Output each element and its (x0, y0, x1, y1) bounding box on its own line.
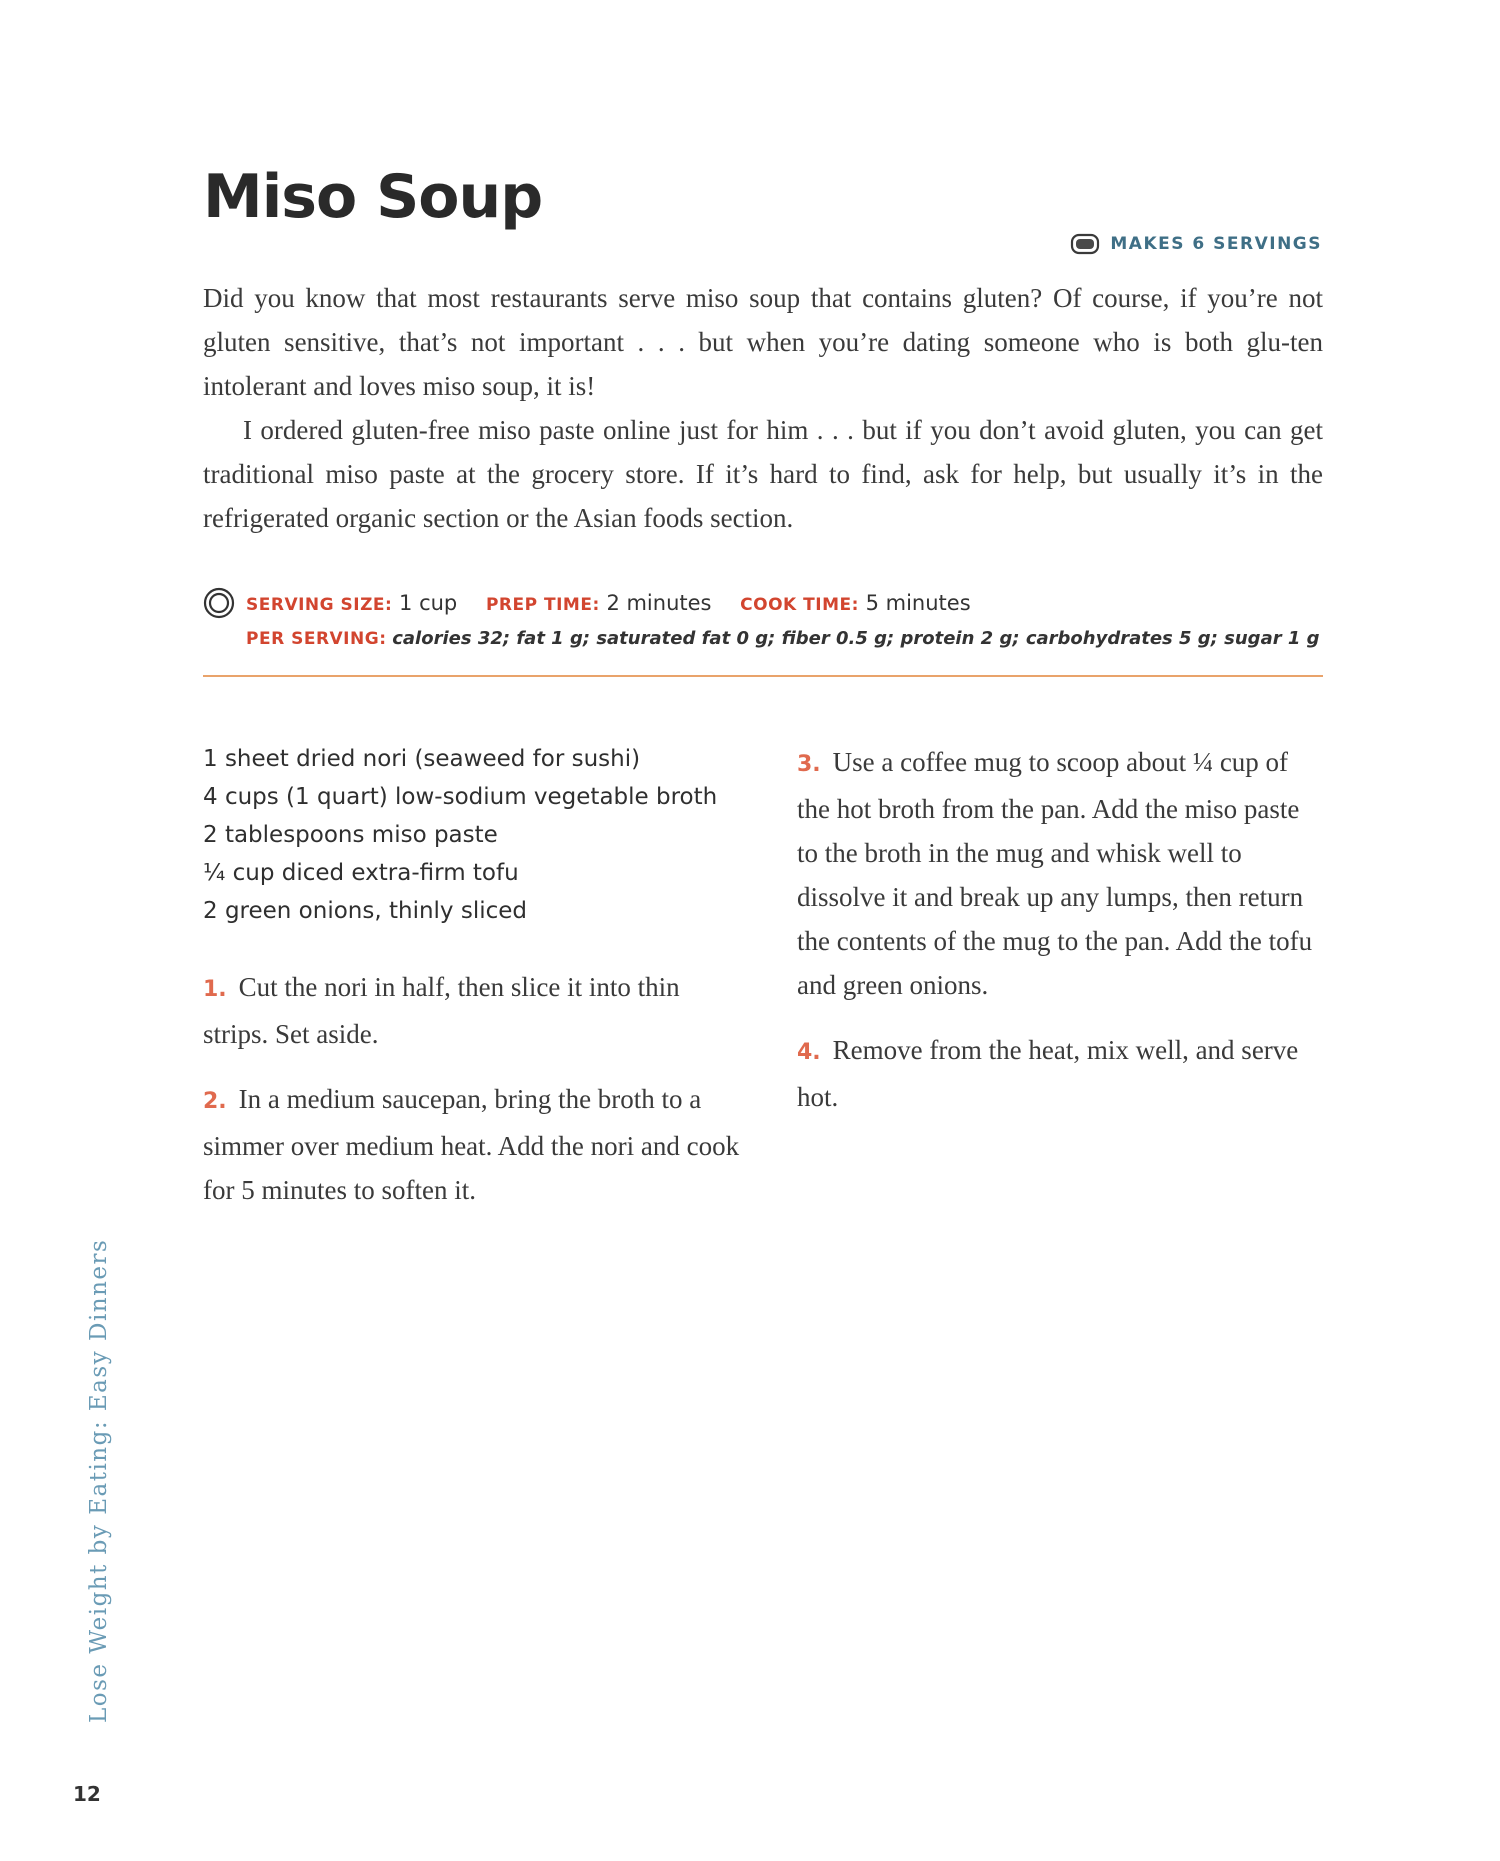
dish-icon (1070, 232, 1100, 256)
ingredient-item: 2 tablespoons miso paste (203, 822, 498, 848)
steps-column-left (203, 965, 743, 1233)
ingredient-item: 2 green onions, thinly sliced (203, 898, 528, 924)
cook-time-value: 5 minutes (865, 591, 971, 615)
step-text: Use a coffee mug to scoop about ¼ cup of the hot broth from the pan. Add the miso paste to the broth in the mug and whisk well to dissolve it and break up any lumps, then return the contents of the mug to the pan. Add the tofu and green onions. (797, 747, 1313, 1000)
ingredients-list (203, 740, 743, 930)
ingredient-item: ¼ cup diced extra-firm tofu (203, 860, 519, 886)
per-serving-label: PER SERVING: (246, 629, 387, 649)
plate-icon (203, 587, 235, 624)
serving-size-value: 1 cup (399, 591, 458, 615)
step-item (797, 740, 1327, 1007)
prep-time-label: PREP TIME: (485, 595, 600, 615)
intro-text (203, 276, 1323, 540)
step-text: In a medium saucepan, bring the broth to a simmer over medium heat. Add the nori and cook for 5 minutes to soften it. (203, 1084, 740, 1205)
per-serving-info (246, 623, 1326, 655)
intro-paragraph: I ordered gluten-free miso paste online just for him . . . but if you don’t avoid gluten, you can get traditional miso paste at the grocery store. If it’s hard to find, ask for help, but usually it’s in the refrigerated organic section or the Asian foods section. (203, 415, 1323, 533)
running-head: Lose Weight by Eating: Easy Dinners (86, 1238, 112, 1723)
step-number: 1. (203, 977, 227, 1002)
servings-label: MAKES 6 SERVINGS (1110, 234, 1322, 254)
step-item (797, 1028, 1327, 1119)
serving-size-label: SERVING SIZE: (246, 595, 393, 615)
intro-paragraph: Did you know that most restaurants serve miso soup that contains gluten? Of course, if you’re not gluten sensitive, that’s not important . . . but when you’re dating someone who is both glu-ten intolerant and loves miso soup, it is! (203, 283, 1323, 401)
steps-column-right (797, 740, 1327, 1140)
recipe-title: Miso Soup (203, 162, 543, 232)
ingredient-item: 1 sheet dried nori (seaweed for sushi) (203, 746, 641, 772)
step-text: Remove from the heat, mix well, and serve hot. (797, 1035, 1299, 1112)
page-number: 12 (73, 1782, 101, 1806)
servings-tag (1070, 232, 1322, 256)
step-number: 4. (797, 1040, 821, 1065)
step-item (203, 1077, 743, 1212)
divider (203, 675, 1323, 677)
step-text: Cut the nori in half, then slice it into thin strips. Set aside. (203, 972, 680, 1049)
time-info (246, 585, 1326, 623)
step-item (203, 965, 743, 1056)
step-number: 3. (797, 752, 821, 777)
prep-time-value: 2 minutes (606, 591, 712, 615)
nutrition-info (246, 585, 1326, 655)
per-serving-value: calories 32; fat 1 g; saturated fat 0 g; fiber 0.5 g; protein 2 g; carbohydrates 5 g; sugar 1 g (392, 628, 1320, 649)
cook-time-label: COOK TIME: (740, 595, 859, 615)
ingredient-item: 4 cups (1 quart) low-sodium vegetable broth (203, 784, 718, 810)
step-number: 2. (203, 1089, 227, 1114)
